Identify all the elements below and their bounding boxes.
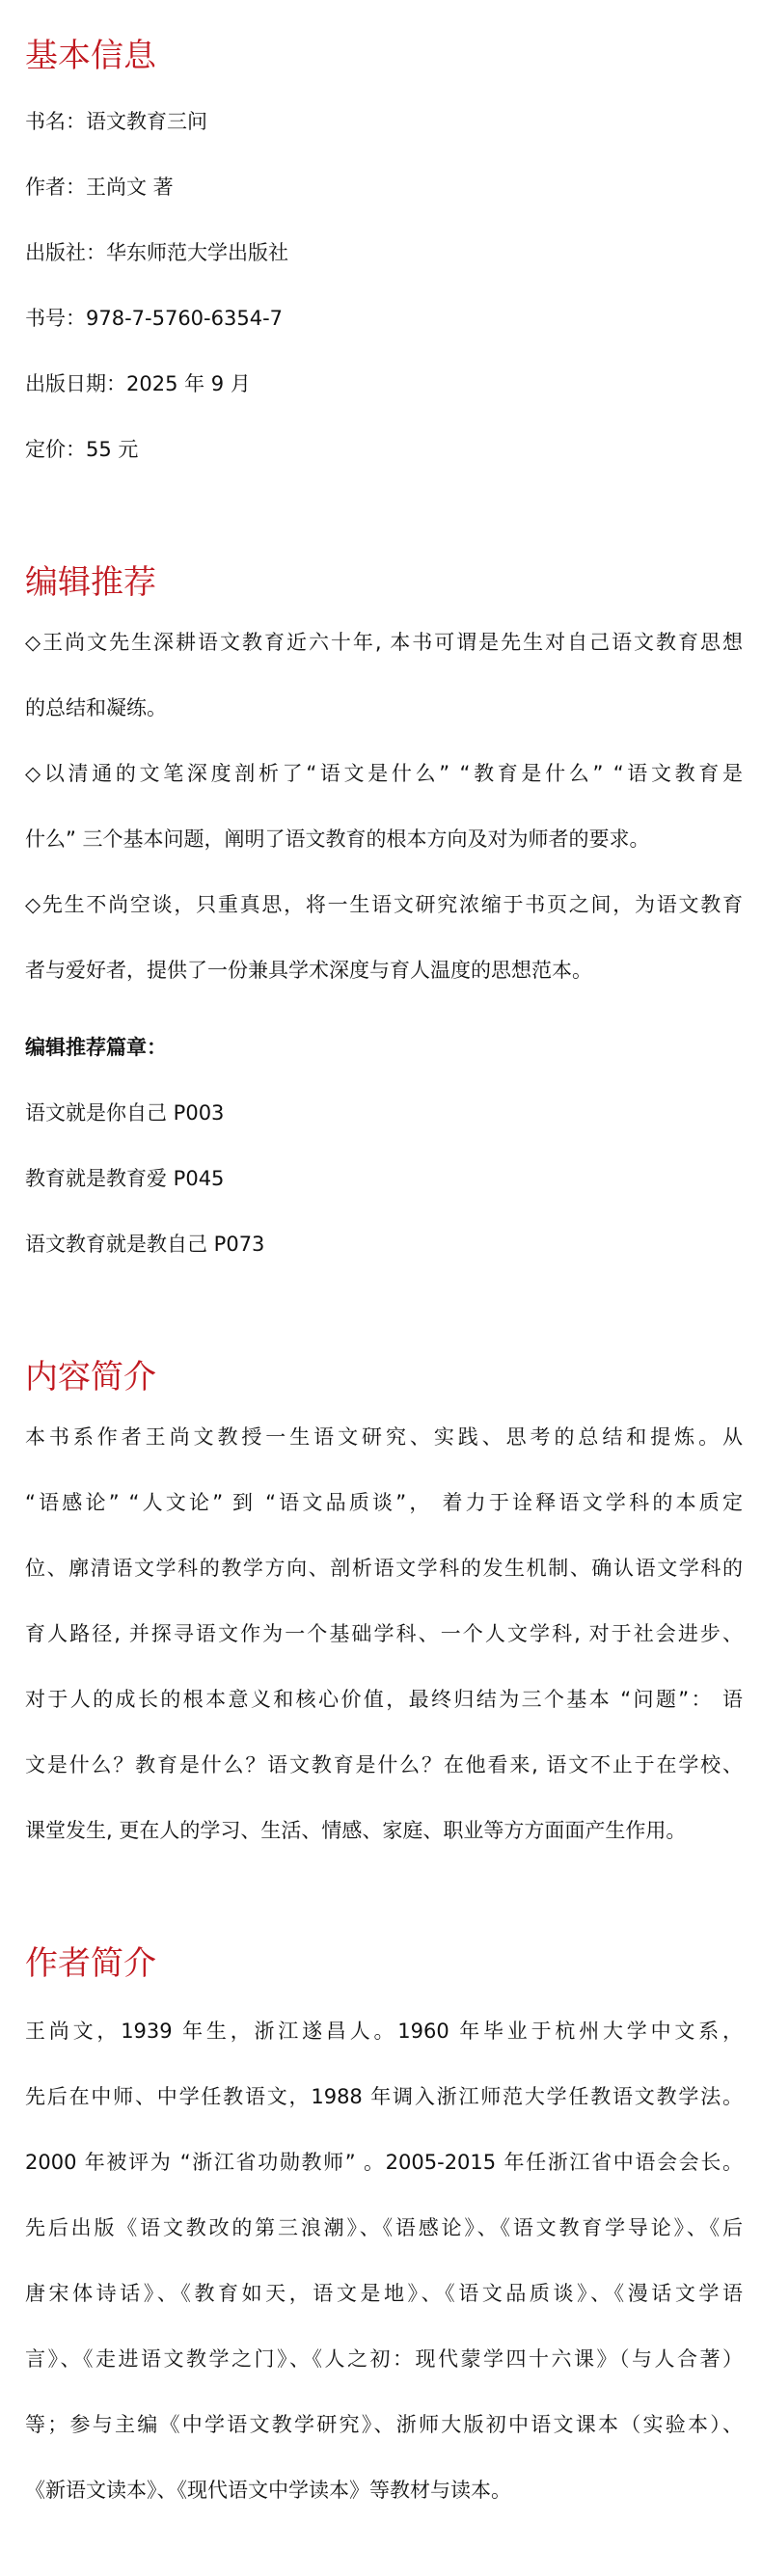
recommended-chapter-item: 语文就是你自己 P003 (25, 1101, 225, 1125)
author-intro-line: 唐宋体诗话》、《教育如天，语文是地》、《语文品质谈》、《漫话文学语 (25, 2282, 743, 2305)
book-publisher: 出版社：华东师范大学出版社 (25, 241, 288, 264)
content-intro-line: “语感论” “人文论” 到 “语文品质谈”， 着力于诠释语文学科的本质定 (25, 1491, 743, 1514)
section-title-basic-info: 基本信息 (25, 37, 156, 75)
recommend-point-2-line-1: ◇以清通的文笔深度剖析了“语文是什么” “教育是什么” “语文教育是 (25, 762, 743, 785)
book-price: 定价：55 元 (25, 438, 139, 461)
section-title-content-intro: 内容简介 (25, 1358, 156, 1396)
section-title-author-intro: 作者简介 (25, 1944, 156, 1983)
author-intro-line: 先后在中师、中学任教语文，1988 年调入浙江师范大学任教语文教学法。 (25, 2085, 743, 2108)
content-intro-line: 对于人的成长的根本意义和核心价值，最终归结为三个基本 “问题”： 语 (25, 1688, 743, 1711)
author-intro-line: 言》、《走进语文教学之门》、《人之初：现代蒙学四十六课》（与人合著） (25, 2347, 743, 2371)
recommend-point-2-line-2: 什么” 三个基本问题，阐明了语文教育的根本方向及对为师者的要求。 (25, 827, 650, 851)
recommend-point-1-line-2: 的总结和凝练。 (25, 696, 167, 719)
book-author: 作者：王尚文 著 (25, 176, 174, 199)
content-intro-line: 本书系作者王尚文教授一生语文研究、实践、思考的总结和提炼。从 (25, 1425, 743, 1449)
content-intro-line: 位、廓清语文学科的教学方向、剖析语文学科的发生机制、确认语文学科的 (25, 1557, 743, 1580)
recommend-point-1-line-1: ◇王尚文先生深耕语文教育近六十年, 本书可谓是先生对自己语文教育思想 (25, 631, 743, 654)
content-intro-line: 育人路径, 并探寻语文作为一个基础学科、一个人文学科, 对于社会进步、 (25, 1622, 743, 1645)
author-intro-line: 先后出版《语文教改的第三浪潮》、《语感论》、《语文教育学导论》、《后 (25, 2216, 743, 2239)
book-name: 书名：语文教育三问 (25, 110, 207, 133)
section-title-editor-recommend: 编辑推荐 (25, 563, 156, 602)
content-intro-line: 课堂发生, 更在人的学习、生活、情感、家庭、职业等方方面面产生作用。 (25, 1819, 687, 1842)
recommended-chapter-item: 教育就是教育爱 P045 (25, 1167, 225, 1190)
content-intro-line: 文是什么？教育是什么？语文教育是什么？在他看来, 语文不止于在学校、 (25, 1753, 743, 1776)
recommended-chapter-item: 语文教育就是教自己 P073 (25, 1233, 265, 1256)
recommend-point-3-line-2: 者与爱好者，提供了一份兼具学术深度与育人温度的思想范本。 (25, 959, 592, 982)
author-intro-line: 《新语文读本》、《现代语文中学读本》等教材与读本。 (25, 2479, 511, 2502)
author-intro-line: 王尚文，1939 年生，浙江遂昌人。1960 年毕业于杭州大学中文系， (25, 2020, 743, 2043)
recommended-chapters-heading: 编辑推荐篇章： (25, 1036, 167, 1059)
book-isbn: 书号：978-7-5760-6354-7 (25, 307, 284, 330)
author-intro-line: 等；参与主编《中学语文教学研究》、浙师大版初中语文课本（实验本）、 (25, 2413, 743, 2436)
book-pub-date: 出版日期：2025 年 9 月 (25, 372, 251, 395)
author-intro-line: 2000 年被评为 “浙江省功勋教师” 。2005-2015 年任浙江省中语会会长。 (25, 2151, 743, 2174)
recommend-point-3-line-1: ◇先生不尚空谈，只重真思，将一生语文研究浓缩于书页之间，为语文教育 (25, 893, 743, 916)
